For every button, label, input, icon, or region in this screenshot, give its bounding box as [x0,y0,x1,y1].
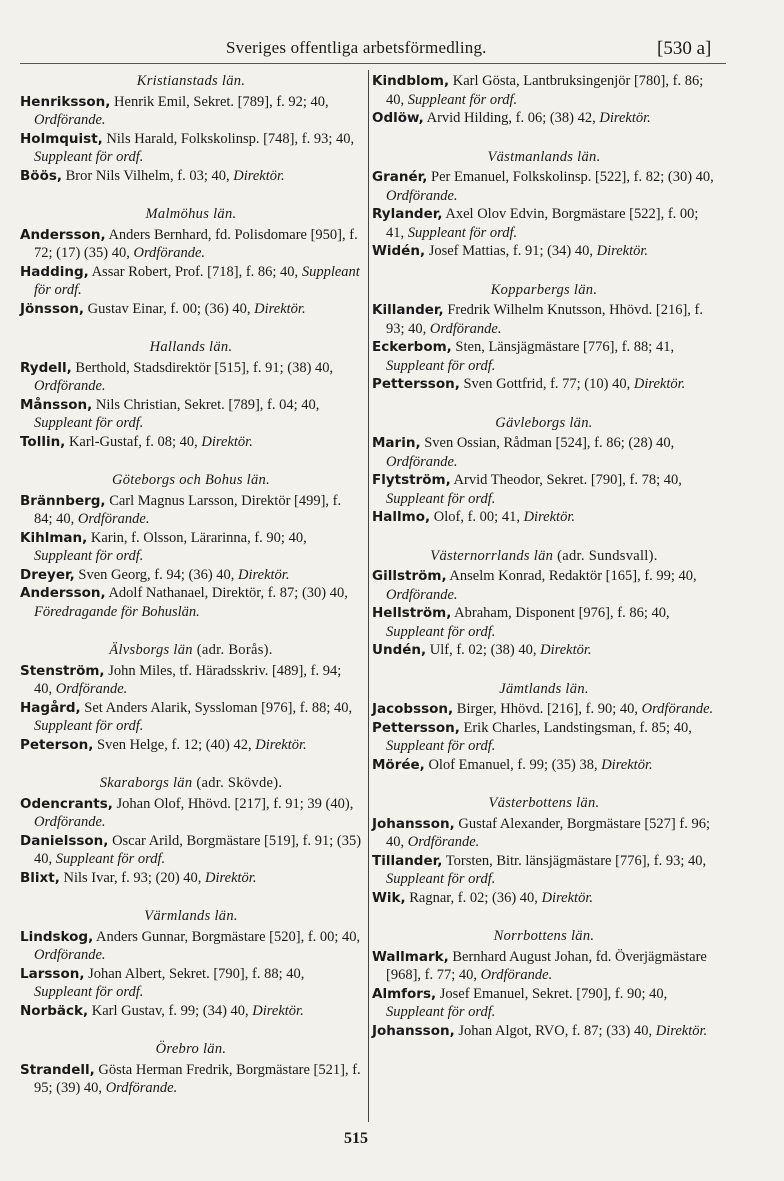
person-surname: Rydell, [20,359,72,376]
section-heading [20,72,362,91]
person-entry [20,529,362,566]
person-details: Gustaf Alexander, Borgmästare [527] f. 96; 40, [386,815,710,850]
section-spacer [20,318,362,338]
person-role: Direktör. [601,756,653,773]
person-details: Sven Gottfrid, f. 77; (10) 40, [459,376,634,392]
person-role: Ordförande. [429,320,502,337]
person-entry [372,1022,716,1041]
person-details: Olof Emanuel, f. 99; (35) 38, [424,756,602,773]
section-title: Älvsborgs län [109,642,193,658]
person-details: Gösta Herman Fredrik, Borgmästare [521], f. 95; (39) 40, [34,1061,361,1096]
person-surname: Andersson, [20,226,106,243]
section-spacer [372,774,716,794]
person-entry [372,434,716,471]
person-surname: Hadding, [20,263,89,280]
section-heading [20,1040,362,1059]
section-spacer [20,887,362,907]
person-surname: Böös, [20,167,63,184]
person-surname: Dreyer, [20,566,75,583]
person-entry [372,338,716,375]
person-details: Sven Georg, f. 94; (36) 40, [74,566,239,583]
person-surname: Almfors, [372,985,437,1002]
section-heading [20,471,362,490]
person-role: Suppleant för ordf. [386,1004,496,1020]
person-surname: Johansson, [372,1022,455,1039]
person-details: Sven Helge, f. 12; (40) 42, [93,736,256,753]
person-surname: Wallmark, [372,948,449,965]
person-surname: Gillström, [372,568,447,584]
person-role: Ordförande. [641,701,714,717]
person-role: Ordförande. [34,814,106,830]
person-entry [372,604,716,641]
section-heading [372,794,716,813]
person-surname: Henriksson, [20,93,111,110]
person-details: Adolf Nathanael, Direktör, f. 87; (30) 40, [105,585,348,601]
person-details: Anselm Konrad, Redaktör [165], f. 99; 40, [446,568,697,584]
person-surname: Wik, [372,889,406,906]
person-entry [372,815,716,852]
person-details: Bernhard August Johan, fd. Överjägmästare [968], f. 77; 40, [386,948,707,983]
section-title: Kopparbergs län. [490,281,598,298]
person-details: Ragnar, f. 02; (36) 40, [405,889,542,906]
person-entry [20,584,362,621]
person-role: Direktör. [233,167,285,184]
person-details: Ulf, f. 02; (38) 40, [426,642,541,658]
section-address: (adr. Skövde). [192,775,283,791]
person-surname: Pettersson, [372,719,460,736]
person-surname: Kihlman, [20,529,88,546]
person-role: Suppleant för ordf. [386,357,496,374]
person-entry [20,736,362,755]
person-surname: Mörée, [372,756,425,773]
person-details: Bror Nils Vilhelm, f. 03; 40, [62,167,234,184]
person-entry [372,72,716,109]
person-surname: Flytström, [372,472,451,488]
person-entry [372,948,716,985]
person-entry [372,508,716,527]
person-entry [20,832,362,869]
section-heading [20,774,362,793]
person-entry [372,756,716,775]
person-role: Ordförande. [34,112,106,128]
person-details: Sten, Länsjägmästare [776], f. 88; 41, [451,339,675,355]
person-entry [372,700,716,719]
person-entry [372,719,716,756]
section-spacer [372,261,716,281]
person-details: Josef Mattias, f. 91; (34) 40, [425,243,597,259]
section-title: Norrbottens län. [493,928,595,944]
header-rule [20,63,726,64]
person-surname: Kindblom, [372,73,450,89]
person-surname: Marin, [372,435,421,451]
person-entry [20,928,362,965]
person-role: Direktör. [255,736,307,753]
section-spacer [372,907,716,927]
section-spacer [372,394,716,414]
person-entry [372,375,716,394]
section-title: Västernorrlands län [430,547,554,564]
person-surname: Danielsson, [20,832,109,849]
person-details: Johan Olof, Hhövd. [217], f. 91; 39 (40), [112,795,354,812]
person-details: Nils Harald, Folkskolinsp. [748], f. 93; 40, [102,130,355,147]
person-details: Arvid Hilding, f. 06; (38) 42, [423,110,600,126]
person-details: Johan Albert, Sekret. [790], f. 88; 40, [84,965,305,982]
section-spacer [372,128,716,148]
person-details: Fredrik Wilhelm Knutsson, Hhövd. [216], f. 93; 40, [386,302,704,337]
section-spacer [372,527,716,547]
person-role: Suppleant för ordf. [407,91,518,108]
person-role: Direktör. [599,110,651,126]
person-role: Suppleant för ordf. [34,149,144,165]
person-surname: Blixt, [20,869,60,886]
person-surname: Johansson, [372,815,455,832]
person-entry [20,699,362,736]
person-surname: Widén, [372,243,426,259]
section-address: (adr. Sundsvall). [553,547,658,564]
person-entry [372,641,716,660]
person-entry [20,130,362,167]
person-entry [20,1061,362,1098]
person-details: Karin, f. Olsson, Lärarinna, f. 90; 40, [87,529,307,546]
person-role: Suppleant för ordf. [34,984,144,1000]
person-role: Föredragande för Bohuslän. [34,603,200,620]
person-details: Carl Magnus Larsson, Direktör [499], f. 84; 40, [34,492,342,527]
person-surname: Peterson, [20,736,94,753]
person-role: Direktör. [254,300,306,317]
person-details: Sven Ossian, Rådman [524], f. 86; (28) 40, [420,435,675,451]
right-column [372,72,716,1040]
section-title: Västmanlands län. [487,148,601,165]
person-surname: Hagård, [20,699,81,716]
section-spacer [20,1020,362,1040]
left-column [20,72,362,1098]
person-surname: Undén, [372,642,427,658]
section-spacer [20,185,362,205]
person-surname: Odlöw, [372,110,424,126]
person-details: Henrik Emil, Sekret. [789], f. 92; 40, [110,93,329,110]
person-role: Direktör. [596,243,649,259]
person-role: Direktör. [633,376,686,392]
column-divider [368,70,369,1122]
person-role: Suppleant för ordf. [386,490,496,507]
person-details: Assar Robert, Prof. [718], f. 86; 40, [88,263,302,280]
person-surname: Eckerbom, [372,339,452,355]
person-role: Ordförande. [77,511,150,527]
person-role: Direktör. [541,889,593,906]
person-role: Direktör. [205,869,257,886]
person-role: Ordförande. [34,947,106,963]
person-entry [20,965,362,1002]
person-entry [20,795,362,832]
section-heading [20,205,362,224]
person-details: Karl Gösta, Lantbruksingenjör [780], f. 86; 40, [386,73,704,108]
section-title: Göteborgs och Bohus län. [111,472,271,488]
person-entry [372,471,716,508]
person-surname: Strandell, [20,1061,95,1078]
person-role: Ordförande. [407,834,480,850]
person-entry [20,167,362,186]
person-role: Ordförande. [133,245,206,261]
section-heading [372,148,716,167]
person-entry [20,1002,362,1021]
person-surname: Hellström, [372,605,452,621]
person-surname: Rylander, [372,206,443,222]
person-role: Ordförande. [55,681,128,697]
section-spacer [20,621,362,641]
person-surname: Stenström, [20,662,105,679]
person-surname: Jönsson, [20,300,84,317]
person-details: Berthold, Stadsdirektör [515], f. 91; (38) 40, [71,359,334,376]
person-details: Johan Algot, RVO, f. 87; (33) 40, [454,1022,656,1039]
person-details: Josef Emanuel, Sekret. [790], f. 90; 40, [436,985,668,1002]
section-heading [20,641,362,660]
person-surname: Tollin, [20,433,66,450]
person-surname: Andersson, [20,585,106,601]
page-header-title: Sveriges offentliga arbetsförmedling. [226,38,487,57]
person-details: Olof, f. 00; 41, [430,509,524,525]
person-surname: Larsson, [20,965,85,982]
person-role: Suppleant för ordf. [386,871,496,887]
person-surname: Tillander, [372,852,443,869]
person-role: Direktör. [540,642,592,658]
person-entry [20,226,362,263]
section-spacer [372,660,716,680]
person-role: Ordförande. [386,586,458,603]
person-entry [372,301,716,338]
section-address: (adr. Borås). [192,642,273,658]
person-details: Nils Ivar, f. 93; (20) 40, [59,869,206,886]
person-surname: Brännberg, [20,492,106,509]
person-role: Ordförande. [480,967,553,983]
person-surname: Killander, [372,302,444,318]
person-details: John Miles, tf. Häradsskriv. [489], f. 94; 40, [34,662,342,697]
person-details: Arvid Theodor, Sekret. [790], f. 78; 40, [450,472,682,488]
person-role: Suppleant för ordf. [34,718,144,734]
person-entry [372,567,716,604]
person-entry [20,300,362,319]
person-role: Direktör. [238,566,290,583]
person-role: Ordförande. [386,453,458,470]
person-details: Gustav Einar, f. 00; (36) 40, [84,300,255,317]
person-role: Ordförande. [386,187,458,204]
person-surname: Månsson, [20,396,93,413]
person-entry [20,396,362,433]
person-details: Karl-Gustaf, f. 08; 40, [65,433,202,450]
person-role: Suppleant för ordf. [407,224,518,241]
person-entry [372,985,716,1022]
person-entry [20,433,362,452]
section-title: Värmlands län. [144,908,238,924]
person-role: Suppleant för ordf. [34,263,360,298]
person-entry [20,359,362,396]
section-spacer [20,451,362,471]
person-role: Direktör. [523,509,575,525]
person-role: Suppleant för ordf. [34,548,144,564]
person-entry [372,242,716,261]
person-surname: Lindskog, [20,928,94,945]
person-role: Suppleant för ordf. [386,623,496,640]
person-entry [372,205,716,242]
person-entry [372,109,716,128]
person-role: Direktör. [252,1002,304,1019]
person-details: Karl Gustav, f. 99; (34) 40, [88,1002,253,1019]
person-details: Per Emanuel, Folkskolinsp. [522], f. 82; (30) 40, [427,169,714,185]
section-heading [372,414,716,433]
person-details: Erik Charles, Landstingsman, f. 85; 40, [459,719,692,736]
section-title: Hallands län. [149,339,233,355]
person-entry [20,566,362,585]
section-title: Gävleborgs län. [495,414,593,431]
person-surname: Norbäck, [20,1002,89,1019]
person-entry [20,93,362,130]
section-spacer [20,754,362,774]
section-title: Jämtlands län. [499,680,589,697]
person-details: Oscar Arild, Borgmästare [519], f. 91; (35) 40, [34,832,362,867]
section-heading [372,927,716,946]
person-details: Set Anders Alarik, Syssloman [976], f. 88; 40, [80,699,353,716]
section-title: Malmöhus län. [145,206,237,222]
page-header-code: [530 a] [657,38,712,59]
person-details: Anders Gunnar, Borgmästare [520], f. 00; 40, [93,928,361,945]
person-surname: Granér, [372,169,428,185]
section-heading [20,907,362,926]
person-entry [20,869,362,888]
section-title: Västerbottens län. [488,795,600,811]
person-entry [20,263,362,300]
person-role: Direktör. [201,433,253,450]
person-entry [372,889,716,908]
person-entry [372,168,716,205]
person-details: Birger, Hhövd. [216], f. 90; 40, [453,701,642,717]
person-role: Ordförande. [105,1080,178,1096]
section-title: Kristianstads län. [136,73,246,89]
section-title: Örebro län. [155,1041,227,1057]
person-details: Axel Olov Edvin, Borgmästare [522], f. 00; 41, [386,206,699,241]
person-surname: Odencrants, [20,795,113,812]
person-details: Nils Christian, Sekret. [789], f. 04; 40, [92,396,320,413]
person-entry [20,492,362,529]
person-role: Suppleant för ordf. [55,851,166,867]
person-surname: Hallmo, [372,509,431,525]
page-number: 515 [344,1130,368,1147]
section-title: Skaraborgs län [99,775,193,791]
person-role: Suppleant för ordf. [34,415,144,431]
person-surname: Holmquist, [20,130,103,147]
person-role: Direktör. [655,1022,708,1039]
person-entry [20,662,362,699]
person-entry [372,852,716,889]
section-heading [372,547,716,566]
section-heading [372,680,716,699]
person-surname: Pettersson, [372,376,460,392]
person-role: Suppleant för ordf. [386,738,496,754]
person-details: Anders Bernhard, fd. Polisdomare [950], f. 72; (17) (35) 40, [34,226,358,261]
person-details: Abraham, Disponent [976], f. 86; 40, [451,605,670,621]
section-heading [372,281,716,300]
person-details: Torsten, Bitr. länsjägmästare [776], f. 93; 40, [442,852,707,869]
section-heading [20,338,362,357]
person-surname: Jacobsson, [372,701,454,717]
person-role: Ordförande. [34,378,106,394]
